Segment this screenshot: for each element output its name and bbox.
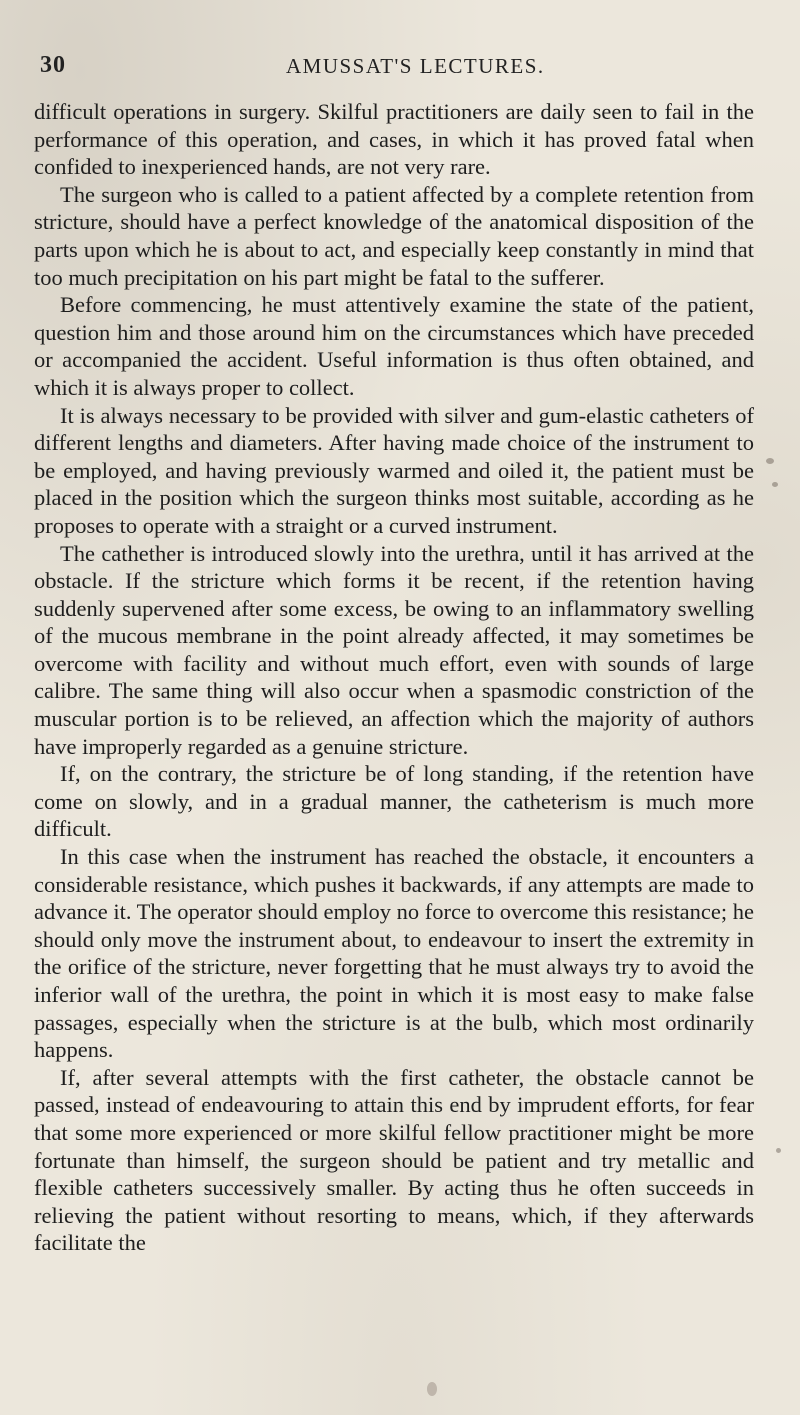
paragraph: It is always necessary to be provided with silver and gum-elastic catheters of different lengths and diameters. After having made choice of the instrument to be employed, and having previously warmed and oiled it, the patient must be placed in the position which the surgeon thinks most suitable, according as he proposes to operate with a straight or a curved instrument. — [34, 402, 754, 538]
paragraph: The surgeon who is called to a patient affected by a complete retention from stricture, should have a perfect knowledge of the anatomical disposition of the parts upon which he is about to act, and especially keep constantly in mind that too much precipitation on his part might be fatal to the sufferer. — [34, 181, 754, 290]
ink-speck — [776, 1148, 781, 1153]
body-text — [34, 98, 754, 1257]
ink-speck — [766, 458, 774, 464]
running-title: AMUSSAT'S LECTURES. — [286, 54, 545, 78]
ink-speck — [427, 1382, 437, 1396]
ink-speck — [772, 482, 778, 487]
paragraph: If, on the contrary, the stricture be of long standing, if the retention have come on slowly, and in a gradual manner, the catheterism is much more difficult. — [34, 761, 754, 842]
paragraph: If, after several attempts with the first catheter, the obstacle cannot be passed, instead of endeavouring to attain this end by imprudent efforts, for fear that some more experienced or more skilful fellow practitioner might be more fortunate than himself, the surgeon should be patient and try metallic and flexible catheters successively smaller. By acting thus he often succeeds in relieving the patient without resorting to means, which, if they afterwards facilitate the — [34, 1064, 754, 1256]
paragraph: difficult operations in surgery. Skilful practitioners are daily seen to fail in the performance of this operation, and cases, in which it has proved fatal when confided to inexperienced hands, are not very rare. — [34, 99, 754, 180]
paragraph: Before commencing, he must attentively examine the state of the patient, question him and those around him on the circumstances which have preceded or accompanied the accident. Useful information is thus often obtained, and which it is always proper to collect. — [34, 292, 754, 400]
paragraph: The cathether is introduced slowly into the urethra, until it has arrived at the obstacle. If the stricture which forms it be recent, if the retention having suddenly supervened after some excess, be owing to an inflammatory swelling of the mucous membrane in the point already affected, it may sometimes be overcome with facility and without much effort, even with sounds of large calibre. The same thing will also occur when a spasmodic constriction of the muscular portion is to be relieved, an affection which the majority of authors have improperly regarded as a genuine stricture. — [34, 540, 754, 759]
page-header — [40, 52, 760, 88]
page-number: 30 — [40, 52, 66, 78]
paragraph: In this case when the instrument has reached the obstacle, it encounters a considerable resistance, which pushes it backwards, if any attempts are made to advance it. The operator should employ no force to overcome this resistance; he should only move the instrument about, to endeavour to insert the extremity in the orifice of the stricture, never forgetting that he must always try to avoid the inferior wall of the urethra, the point in which it is most easy to make false passages, especially when the stricture is at the bulb, which most ordinarily happens. — [34, 844, 754, 1063]
